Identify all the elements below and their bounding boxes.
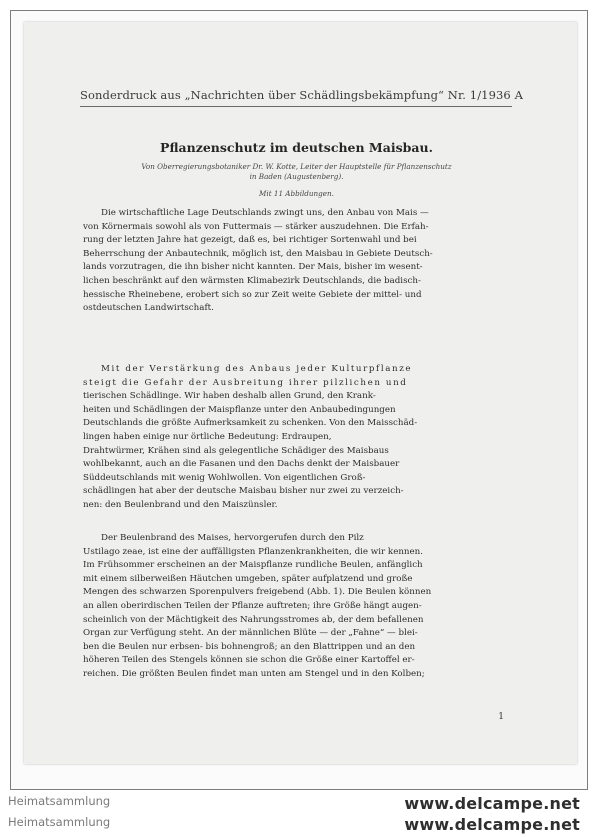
author-byline [114,162,479,182]
text-line: ben die Beulen nur erbsen- bis bohnengroß; an den Blattrippen und an den [83,641,416,652]
text-line: Im Frühsommer erscheinen an der Maispflanze rundliche Beulen, anfänglich [83,560,423,571]
text-line: lichen beschränkt auf den wärmsten Klimabezirk Deutschlands, die badisch- [83,275,421,286]
watermark-delcampe: www.delcampe.net [404,815,580,834]
text-line: Organ zur Verfügung steht. An der männlichen Blüte — der „Fahne“ — blei- [83,628,418,639]
text-line: heiten und Schädlingen der Maispflanze unter den Anbaubedingungen [83,404,396,415]
text-line: Mengen des schwarzen Sporenpulvers freigebend (Abb. 1). Die Beulen können [83,587,432,598]
text-line: Deutschlands die größte Aufmerksamkeit zu schenken. Von den Maisschäd- [83,418,418,429]
byline-line: Von Oberregierungsbotaniker Dr. W. Kotte, Leiter der Hauptstelle für Pflanzenschutz [141,162,452,171]
text-line: höheren Teilen des Stengels können sie schon die Größe einer Kartoffel er- [83,655,415,666]
text-line: scheinlich von der Mächtigkeit des Nahrungsstromes ab, der dem befallenen [83,614,424,625]
text-line: Ustilago zeae, ist eine der auffälligsten Pflanzenkrankheiten, die wir kennen. [83,546,424,557]
text-line: mit einem silberweißen Häutchen umgeben, später aufplatzend und große [83,573,413,584]
text-line: tierischen Schädlinge. Wir haben deshalb allen Grund, den Krank- [83,391,376,402]
text-line: hessische Rheinebene, erobert sich so zur Zeit weite Gebiete der mittel- und [83,289,422,300]
watermark-heimatsammlung: Heimatsammlung [8,815,111,829]
text-line: wohlbekannt, auch an die Fasanen und den Dachs denkt der Maisbauer [83,459,400,470]
text-line: Der Beulenbrand des Maises, hervorgerufen durch den Pilz [101,533,364,543]
watermark-delcampe: www.delcampe.net [404,794,580,813]
watermark-heimatsammlung: Heimatsammlung [8,794,111,808]
text-line: nen: den Beulenbrand und den Maiszünsler. [83,499,278,510]
text-line: Süddeutschlands mit wenig Wohlwollen. Von eigentlichen Groß- [83,472,366,483]
offprint-header: Sonderdruck aus „Nachrichten über Schädlingsbekämpfung“ Nr. 1/1936 A [80,88,524,102]
text-line: Mit der Verstärkung des Anbaus jeder Kulturpflanze [101,364,413,374]
header-rule [80,106,512,107]
text-line: lands vorzutragen, die ihn bisher nicht kannten. Der Mais, bisher im wesent- [83,262,423,273]
text-line: Beherrschung der Anbautechnik, möglich ist, den Maisbau in Gebiete Deutsch- [83,248,433,259]
article-title: Pflanzenschutz im deutschen Maisbau. [160,140,433,155]
paragraph-pests [83,363,509,513]
text-line: schädlingen hat aber der deutsche Maisbau bisher nur zwei zu verzeich- [83,486,404,497]
paragraph-smut [83,532,509,682]
text-line: reichen. Die größten Beulen findet man unten am Stengel und in den Kolben; [83,668,425,679]
page-number: 1 [498,712,504,722]
text-line: rung der letzten Jahre hat gezeigt, daß es, bei richtiger Sortenwahl und bei [83,235,417,246]
byline-line: in Baden (Augustenberg). [249,172,344,181]
text-line: steigt die Gefahr der Ausbreitung ihrer pilzlichen und [83,377,408,388]
paragraph-intro [83,207,509,316]
text-line: an allen oberirdischen Teilen der Pflanze auftreten; ihre Größe hängt augen- [83,600,422,611]
text-line: ostdeutschen Landwirtschaft. [83,303,214,314]
text-line: lingen haben einige nur örtliche Bedeutung: Erdraupen, [83,431,332,442]
figures-note: Mit 11 Abbildungen. [259,189,334,198]
text-line: Die wirtschaftliche Lage Deutschlands zwingt uns, den Anbau von Mais — [101,208,429,218]
text-line: von Körnermais sowohl als von Futtermais — stärker auszudehnen. Die Erfah- [83,221,429,232]
document-page [24,22,577,764]
text-line: Drahtwürmer, Krähen sind als gelegentliche Schädiger des Maisbaus [83,445,389,456]
